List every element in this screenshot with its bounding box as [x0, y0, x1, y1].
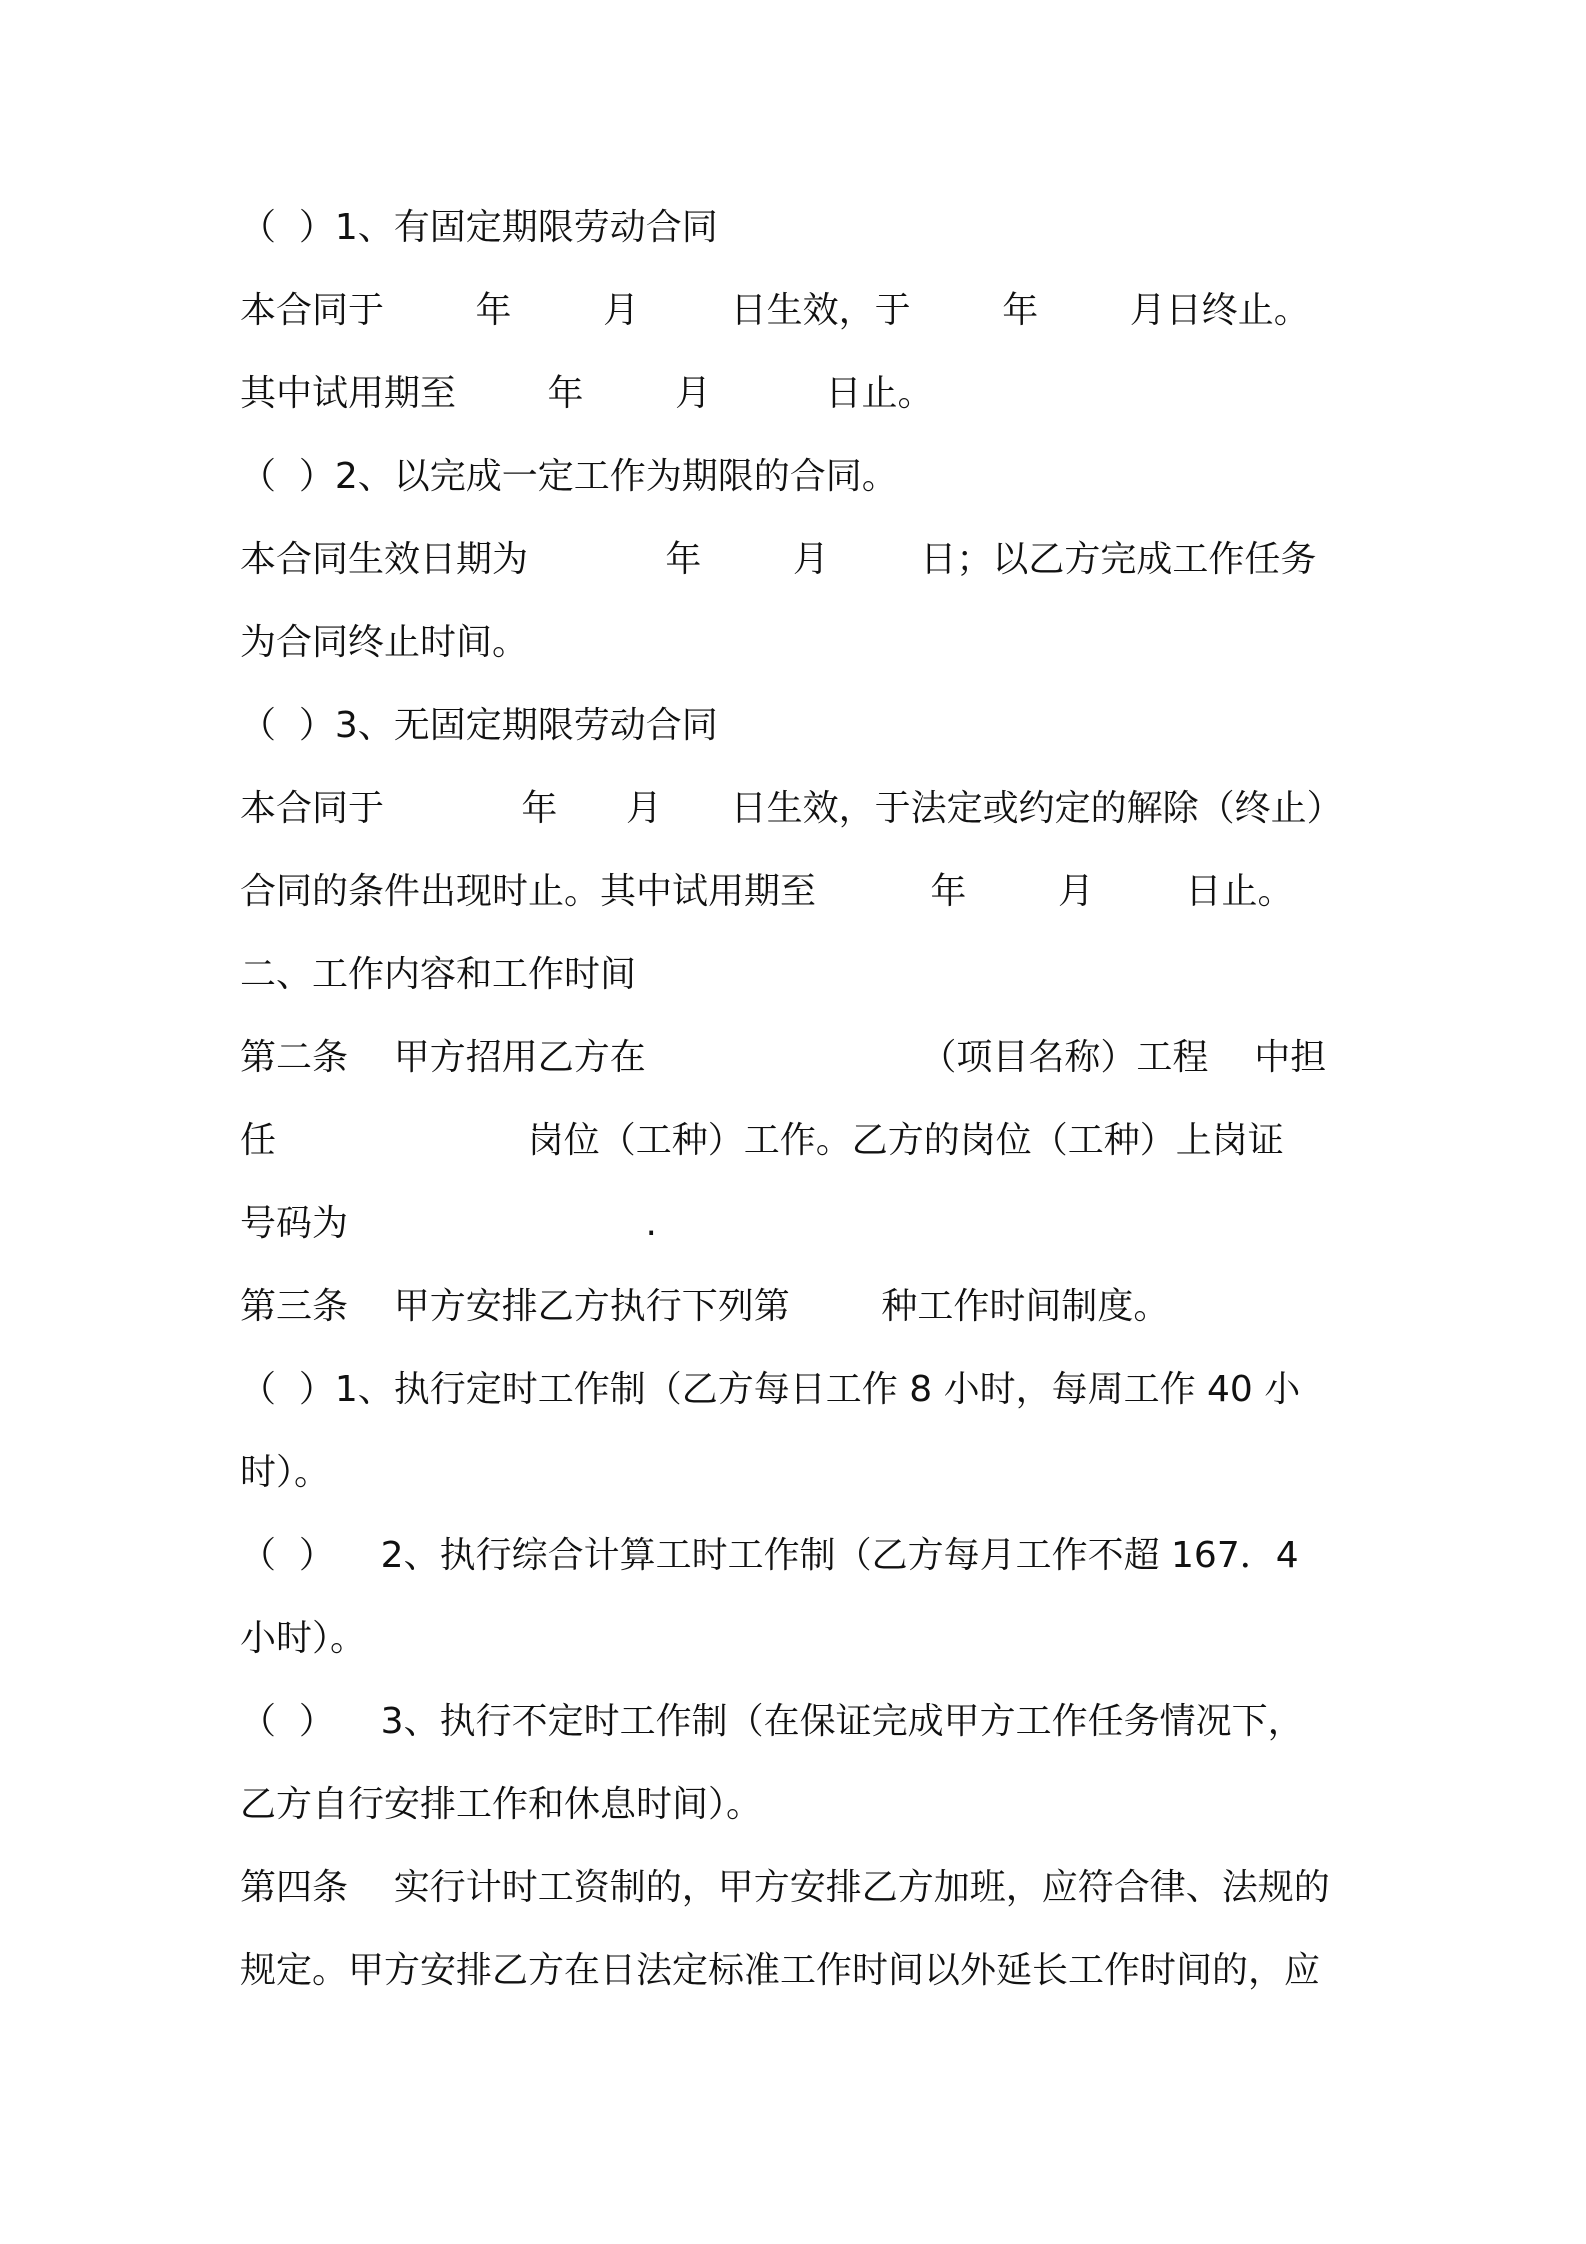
clause-fixed-term-dates: 本合同于 年 月 日生效，于 年 月日终止。 [240, 290, 1310, 331]
article-four-line-2: 规定。甲方安排乙方在日法定标准工作时间以外延长工作时间的，应 [240, 1950, 1321, 1991]
article-three-option-3-line-1: （ ） 3、执行不定时工作制（在保证完成甲方工作任务情况下， [240, 1701, 1304, 1742]
article-two-line-2: 任 岗位（工种）工作。乙方的岗位（工种）上岗证 [240, 1120, 1284, 1161]
clause-task-term-end: 为合同终止时间。 [240, 622, 529, 663]
article-three-option-2-line-1: （ ） 2、执行综合计算工时工作制（乙方每月工作不超 167．4 [240, 1535, 1299, 1576]
clause-task-term-title: （ ）2、以完成一定工作为期限的合同。 [240, 456, 898, 497]
clause-fixed-term-title: （ ）1、有固定期限劳动合同 [240, 207, 718, 248]
article-two-line-3: 号码为 . [240, 1203, 657, 1244]
article-three-title: 第三条 甲方安排乙方执行下列第 种工作时间制度。 [240, 1286, 1170, 1327]
clause-task-term-start: 本合同生效日期为 年 月 日；以乙方完成工作任务 [240, 539, 1317, 580]
clause-open-term-probation: 合同的条件出现时止。其中试用期至 年 月 日止。 [240, 871, 1294, 912]
section-heading-work-content: 二、工作内容和工作时间 [240, 954, 637, 995]
clause-open-term-title: （ ）3、无固定期限劳动合同 [240, 705, 718, 746]
clause-fixed-term-probation: 其中试用期至 年 月 日止。 [240, 373, 934, 414]
clause-open-term-start: 本合同于 年 月 日生效，于法定或约定的解除（终止） [240, 788, 1343, 829]
article-three-option-1-line-1: （ ）1、执行定时工作制（乙方每日工作 8 小时，每周工作 40 小 [240, 1369, 1301, 1410]
article-two-line-1: 第二条 甲方招用乙方在 （项目名称）工程 中担 [240, 1037, 1327, 1078]
article-three-option-2-line-2: 小时）。 [240, 1618, 367, 1659]
article-three-option-3-line-2: 乙方自行安排工作和休息时间）。 [240, 1784, 763, 1825]
article-four-line-1: 第四条 实行计时工资制的，甲方安排乙方加班，应符合律、法规的 [240, 1867, 1330, 1908]
article-three-option-1-line-2: 时）。 [240, 1452, 331, 1493]
